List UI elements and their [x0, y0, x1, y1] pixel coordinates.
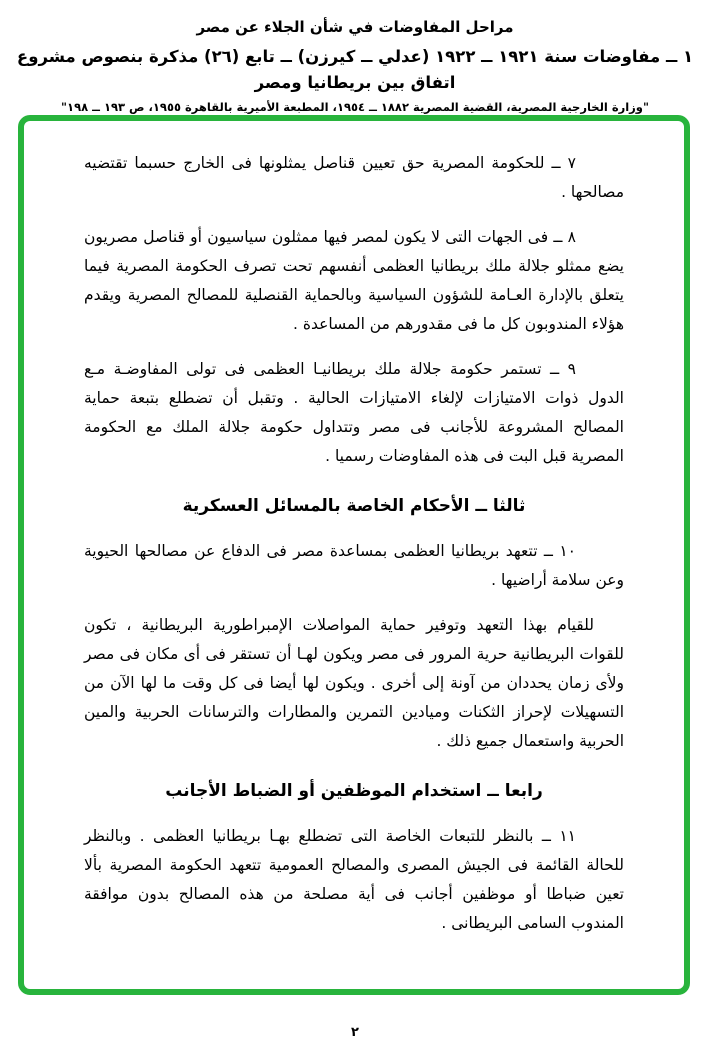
page-footer [0, 1025, 710, 1040]
paragraph-military-facilities: للقيام بهذا التعهد وتوفير حماية المواصلات الإمبراطورية البريطانية ، تكون للقوات البريطانية حرية المرور فى مصر ويكون لهـا أن تستقر فى أى مكان فى مصر ولأى زمان يحددان من آونة إلى أخرى . ويكون لها أيضا فى كل وقت ما لها الآن من التسهيلات لإحراز الثكنات وميادين التمرين والمطارات والترسانات الحربية والمين الحربية واستعمال جميع ذلك . [84, 616, 624, 750]
clause-8: ٨ ــ فى الجهات التى لا يكون لمصر فيها ممثلون سياسيون أو قناصل مصريون يضع ممثلو جلالة ملك بريطانيا العظمى أنفسهم تحت تصرف الحكومة المصرية فيما يتعلق بالإدارة العـامة للشؤون السياسية وبالحماية القنصلية للمصالح المصرية ويقدم هؤلاء المندوبون كل ما فى مقدورهم من المساعدة . [84, 228, 624, 333]
clause-10: ١٠ ــ تتعهد بريطانيا العظمى بمساعدة مصر فى الدفاع عن مصالحها الحيوية وعن سلامة أراضيها . [84, 542, 624, 589]
document-source-citation: "وزارة الخارجية المصرية، القضية المصرية ١٨٨٢ ــ ١٩٥٤، المطبعة الأميرية بالقاهرة ١٩٥٥، ص ١٩٣ ــ ١٩٨" [61, 100, 649, 114]
clause-9: ٩ ــ تستمر حكومة جلالة ملك بريطانيـا العظمى فى تولى المفاوضـة مـع الدول ذوات الامتيازات لإلغاء الامتيازات الحالية . وتقبل أن تضطلع بتبعة حماية المصالح المشروعة للأجانب فى مصر وتتداول حكومة جلالة الملك مع الحكومة المصرية قبل البت فى هذه المفاوضات رسميا . [84, 360, 624, 465]
green-border-frame [18, 115, 690, 995]
page-number: ٢ [351, 1025, 359, 1040]
page-header [0, 0, 710, 116]
clause-7: ٧ ــ للحكومة المصرية حق تعيين قناصل يمثلونها فى الخارج حسبما تقتضيه مصالحها . [84, 154, 624, 201]
section-heading-fourth: رابعا ــ استخدام الموظفين أو الضباط الأجانب [165, 781, 543, 801]
document-subtitle: ١ ــ مفاوضات سنة ١٩٢١ ــ ١٩٢٢ (عدلي ــ كيرزن) ــ تابع (٢٦) مذكرة بنصوص مشروع اتفاق بين بريطانيا ومصر [16, 47, 694, 92]
document-title: مراحل المفاوضات في شأن الجلاء عن مصر [196, 18, 514, 36]
clause-11: ١١ ــ بالنظر للتبعات الخاصة التى تضطلع بهـا بريطانيا العظمى . وبالنظر للحالة القائمة فى الجيش المصرى والمصالح العمومية تتعهد الحكومة المصرية بألا تعين ضباطا أو موظفين أجانب فى أية مصلحة من هذه المصالح بدون موافقة المندوب السامى البريطانى . [84, 827, 624, 932]
section-heading-third: ثالثا ــ الأحكام الخاصة بالمسائل العسكرية [182, 496, 526, 516]
